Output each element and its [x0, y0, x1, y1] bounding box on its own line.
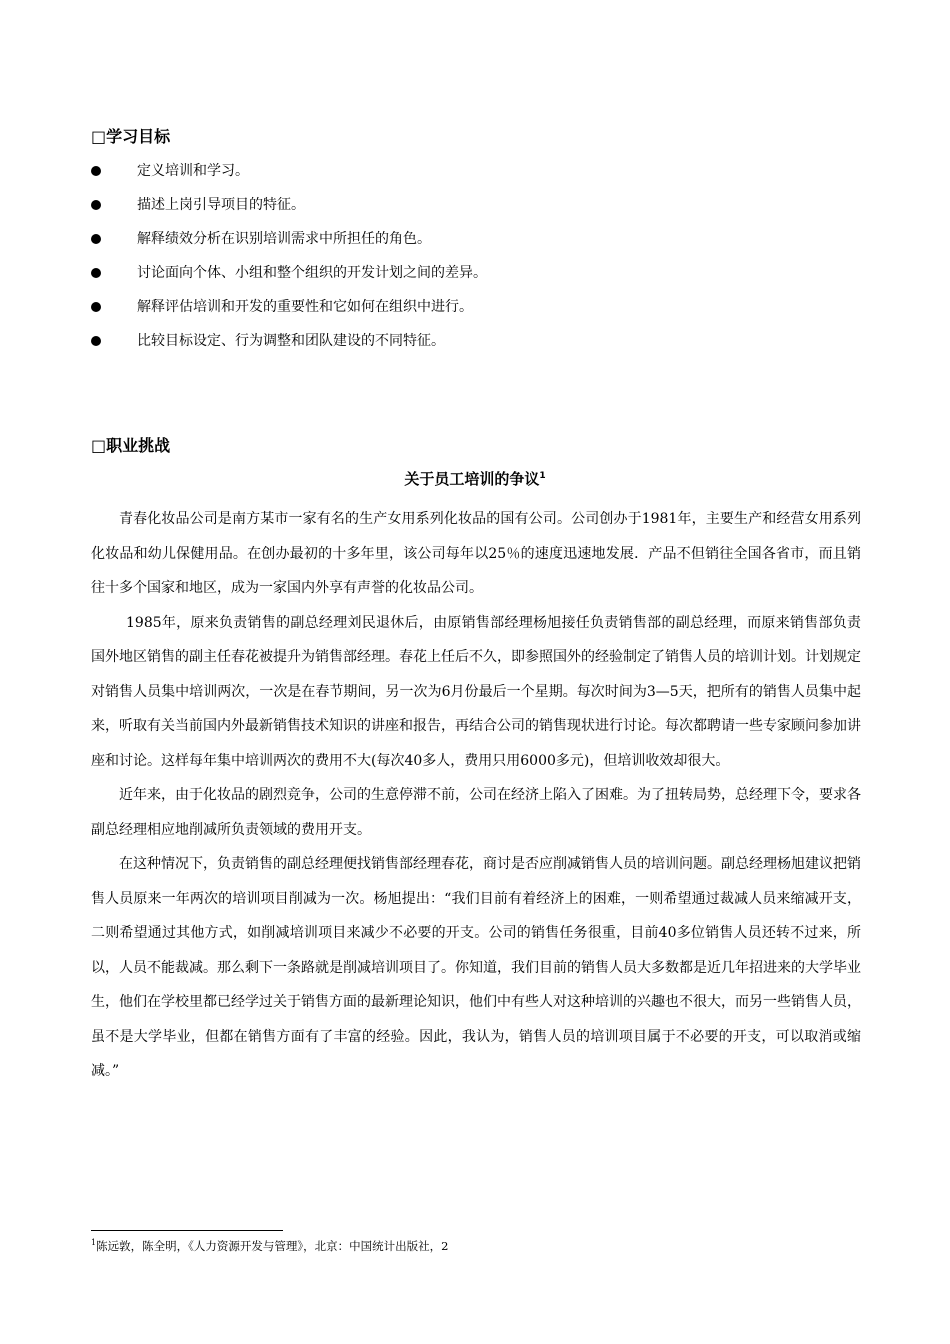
- objective-text: 解释评估培训和开发的重要性和它如何在组织中进行。: [137, 299, 473, 315]
- list-item: [91, 296, 487, 330]
- footnote: [91, 1238, 448, 1254]
- case-body: [91, 502, 861, 1089]
- paragraph: 近年来，由于化妆品的剧烈竞争，公司的生意停滞不前，公司在经济上陷入了困难。为了扭转局势，总经理下令，要求各副总经理相应地削减所负责领域的费用开支。: [91, 787, 861, 838]
- objective-text: 描述上岗引导项目的特征。: [137, 197, 305, 213]
- list-item: [91, 194, 487, 228]
- objectives-heading: □学习目标: [91, 127, 171, 146]
- list-item: [91, 262, 487, 296]
- list-item: [91, 228, 487, 262]
- objective-text: 定义培训和学习。: [137, 163, 249, 179]
- paragraph: 1985年，原来负责销售的副总经理刘民退休后，由原销售部经理杨旭接任负责销售部的副总经理，而原来销售部负责国外地区销售的副主任春花被提升为销售部经理。春花上任后不久，即参照国外的经验制定了销售人员的培训计划。计划规定对销售人员集中培训两次，一次是在春节期间，另一次为6月份最后一个星期。每次时间为3—5天，把所有的销售人员集中起来，听取有关当前国内外最新销售技术知识的讲座和报告，再结合公司的销售现状进行讨论。每次都聘请一些专家顾问参加讲座和讨论。这样每年集中培训两次的费用不大(每次40多人，费用只用6000多元)，但培训收效却很大。: [91, 614, 861, 769]
- footnote-divider: [91, 1230, 283, 1231]
- case-title-text: 关于员工培训的争议: [404, 470, 540, 488]
- bullet-icon: [91, 268, 101, 278]
- paragraph: 在这种情况下，负责销售的副总经理便找销售部经理春花，商讨是否应削减销售人员的培训问题。副总经理杨旭建议把销售人员原来一年两次的培训项目削减为一次。杨旭提出：“我们目前有着经济上的困难，一则希望通过裁减人员来缩减开支，二则希望通过其他方式，如削减培训项目来减少不必要的开支。公司的销售任务很重，目前40多位销售人员还转不过来，所以，人员不能裁减。那么剩下一条路就是削减培训项目了。你知道，我们目前的销售人员大多数都是近几年招进来的大学毕业生，他们在学校里都已经学过关于销售方面的最新理论知识，他们中有些人对这种培训的兴趣也不很大，而另一些销售人员，虽不是大学毕业，但都在销售方面有了丰富的经验。因此，我认为，销售人员的培训项目属于不必要的开支，可以取消或缩减。”: [91, 856, 861, 1079]
- challenge-heading: □职业挑战: [91, 436, 171, 455]
- objective-text: 解释绩效分析在识别培训需求中所担任的角色。: [137, 231, 431, 247]
- bullet-icon: [91, 166, 101, 176]
- footnote-mark: 1: [91, 1238, 97, 1248]
- bullet-icon: [91, 200, 101, 210]
- case-title: [0, 468, 950, 490]
- objective-text: 讨论面向个体、小组和整个组织的开发计划之间的差异。: [137, 265, 487, 281]
- footnote-reference: 1: [539, 471, 546, 481]
- bullet-icon: [91, 336, 101, 346]
- list-item: [91, 160, 487, 194]
- bullet-icon: [91, 234, 101, 244]
- objective-text: 比较目标设定、行为调整和团队建设的不同特征。: [137, 333, 445, 349]
- paragraph: 青春化妆品公司是南方某市一家有名的生产女用系列化妆品的国有公司。公司创办于1981年，主要生产和经营女用系列化妆品和幼儿保健用品。在创办最初的十多年里，该公司每年以25％的速度迅速地发展．产品不但销往全国各省市，而且销往十多个国家和地区，成为一家国内外享有声誉的化妆品公司。: [91, 511, 861, 596]
- list-item: [91, 330, 487, 364]
- objectives-list: [91, 160, 487, 364]
- bullet-icon: [91, 302, 101, 312]
- footnote-text: 陈远敦，陈全明，《人力资源开发与管理》，北京：中国统计出版社，2: [96, 1239, 449, 1253]
